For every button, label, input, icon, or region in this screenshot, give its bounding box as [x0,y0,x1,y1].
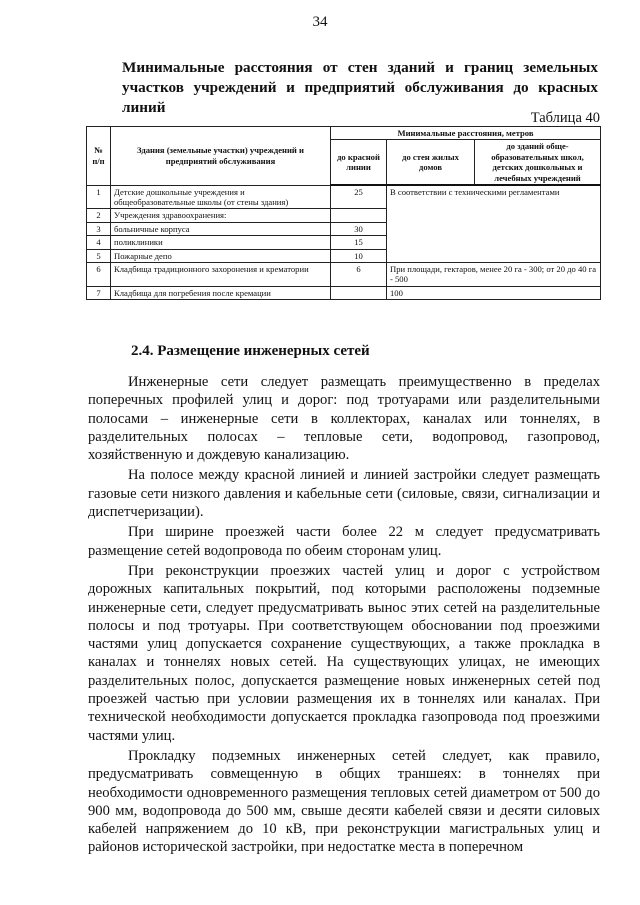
section-heading: 2.4. Размещение инженерных сетей [131,343,370,359]
table-caption: Таблица 40 [530,110,600,126]
header-num: № п/п [87,127,111,186]
header-building: Здания (земельные участки) учреждений и предприятий обслуживания [111,127,331,186]
header-residential: до стен жилых домов [387,140,475,185]
paragraph: На полосе между красной линией и линией застройки следует размещать газовые сети низкого давления и кабельные сети (силовые, связи, сигнализации и диспетчеризации). [88,467,600,521]
note-regulations: В соответствии с техническими регламентами [387,185,601,262]
header-red-line: до красной линии [331,140,387,185]
paragraph: Прокладку подземных инженерных сетей следует, как правило, предусматривать совмещенную в общих траншеях: в тоннелях при необходимости одновременного размещения тепловых сетей диаметром от 500 до 900 мм, водопровода до 500 мм, свыше десяти кабелей связи и десяти силовых кабелей напряжением до 10 кВ, при реконструкции магистральных улиц и районов исторической застройки, при недостатке места в поперечном [88,747,600,856]
table-row: 3 больничные корпуса 30 [87,222,601,235]
page-number: 34 [312,14,328,30]
value-cremation: 100 [387,286,601,299]
title-line-1: Минимальные расстояния от стен зданий и границ земельных [122,59,598,76]
table-row: 1 Детские дошкольные учреждения и общеобразовательные школы (от стены здания) 25 В соответствии с техническими регламентами [87,185,601,209]
distances-table [86,126,601,300]
table-row: 6 Кладбища традиционного захоронения и крематории 6 При площади, гектаров, менее 20 га - 300; от 20 до 40 га - 500 [87,262,601,286]
header-schools: до зданий обще-образовательных школ, детских дошкольных и лечебных учреждений [475,140,601,185]
paragraph: При реконструкции проезжих частей улиц и дорог с устройством дорожных капитальных покрытий, под которыми расположены подземные инженерные сети, следует предусматривать вынос этих сетей на разделительные полосы и под тротуары. При соответствующем обосновании под проезжими частями улиц допускается сохранение существующих, а также прокладка в каналах и тоннелях новых сетей. На существующих улицах, не имеющих разделительных полос, допускается размещение новых инженерных сетей под проезжей частью при условии размещения их в тоннелях или каналах. При технической необходимости допускается прокладка газопровода под проезжими частями улиц. [88,562,600,744]
table-row: 2 Учреждения здравоохранения: [87,209,601,222]
paragraph: Инженерные сети следует размещать преимущественно в пределах поперечных профилей улиц и дорог: под тротуарами или разделительными полосами – инженерные сети в коллекторах, каналах или тоннелях, в разделительных полосах – тепловые сети, водопровод, газопровод, хозяйственную и дождевую канализацию. [88,374,600,464]
header-group: Минимальные расстояния, метров [331,127,601,140]
title-line-2: участков учреждений и предприятий обслуживания до красных линий [122,79,598,116]
table-row: 5 Пожарные депо 10 [87,249,601,262]
table-title [122,58,598,118]
paragraph: При ширине проезжей части более 22 м следует предусматривать размещение сетей водопровода по обеим сторонам улиц. [88,524,600,559]
section-body [88,373,600,859]
note-cemetery: При площади, гектаров, менее 20 га - 300; от 20 до 40 га - 500 [387,262,601,286]
table-row: 4 поликлиники 15 [87,236,601,249]
table-row: 7 Кладбища для погребения после кремации 100 [87,286,601,299]
